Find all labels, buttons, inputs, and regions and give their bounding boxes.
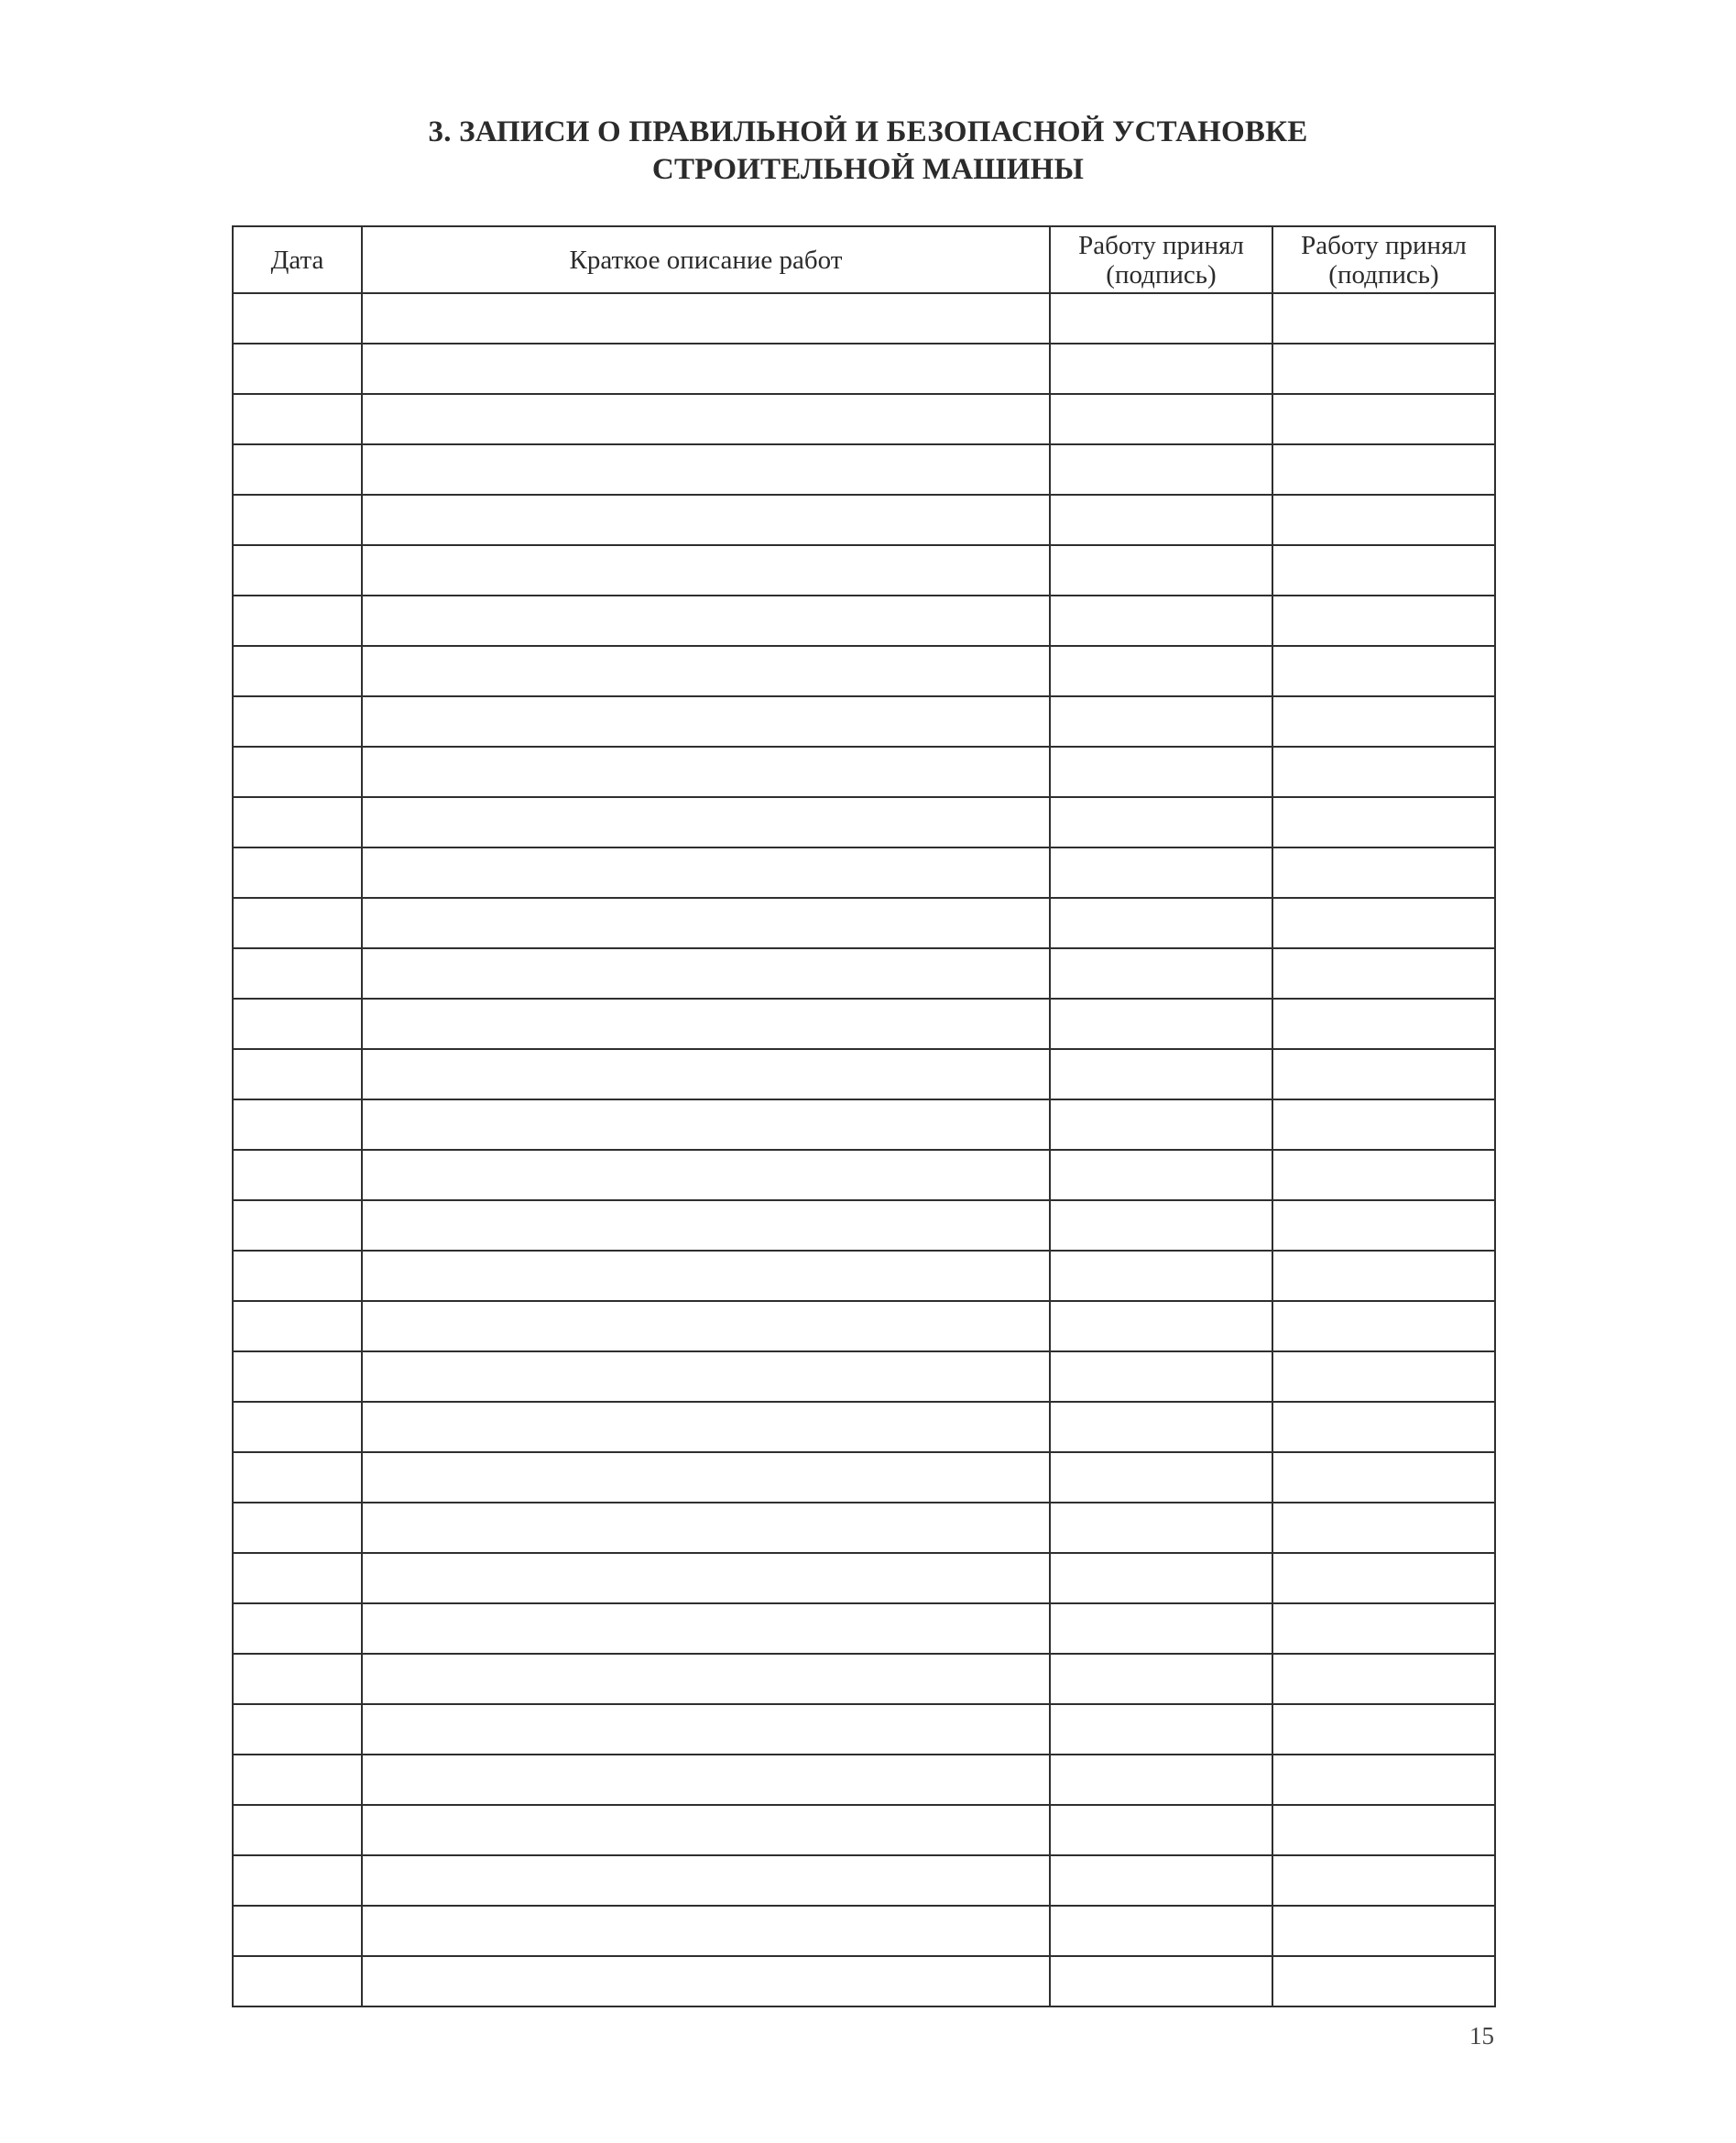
date-cell <box>233 1956 362 2006</box>
table-row <box>233 898 1495 948</box>
page-title-line-2: СТРОИТЕЛЬНОЙ МАШИНЫ <box>651 153 1085 186</box>
accepted-signature-2-cell <box>1272 696 1495 747</box>
accepted-signature-1-cell <box>1050 1099 1272 1150</box>
accepted-signature-1-cell <box>1050 696 1272 747</box>
description-cell <box>362 1855 1050 1906</box>
description-cell <box>362 797 1050 847</box>
accepted-signature-1-cell <box>1050 1351 1272 1402</box>
accepted-signature-2-cell <box>1272 797 1495 847</box>
table-row <box>233 646 1495 696</box>
header-date-label: Дата <box>270 245 324 275</box>
date-cell <box>233 1755 362 1805</box>
page-title <box>0 114 1736 189</box>
date-cell <box>233 999 362 1049</box>
description-cell <box>362 1452 1050 1503</box>
table-row <box>233 696 1495 747</box>
table-row <box>233 545 1495 596</box>
date-cell <box>233 847 362 898</box>
accepted-signature-2-cell <box>1272 1704 1495 1755</box>
accepted-signature-1-cell <box>1050 1150 1272 1200</box>
table-row <box>233 1351 1495 1402</box>
description-cell <box>362 1755 1050 1805</box>
table-row <box>233 1402 1495 1452</box>
date-cell <box>233 1704 362 1755</box>
description-cell <box>362 1251 1050 1301</box>
accepted-signature-1-cell <box>1050 293 1272 344</box>
date-cell <box>233 545 362 596</box>
header-accepted-1-label: Работу принял <box>1078 230 1244 260</box>
accepted-signature-1-cell <box>1050 1654 1272 1704</box>
table-row <box>233 344 1495 394</box>
description-cell <box>362 847 1050 898</box>
accepted-signature-1-cell <box>1050 1503 1272 1553</box>
description-cell <box>362 1150 1050 1200</box>
accepted-signature-1-cell <box>1050 797 1272 847</box>
accepted-signature-2-cell <box>1272 596 1495 646</box>
table-row <box>233 948 1495 999</box>
table-row <box>233 495 1495 545</box>
accepted-signature-1-cell <box>1050 1452 1272 1503</box>
description-cell <box>362 1956 1050 2006</box>
date-cell <box>233 1805 362 1855</box>
accepted-signature-2-cell <box>1272 1603 1495 1654</box>
accepted-signature-1-cell <box>1050 1956 1272 2006</box>
accepted-signature-1-cell <box>1050 545 1272 596</box>
date-cell <box>233 344 362 394</box>
table-row <box>233 797 1495 847</box>
accepted-signature-2-cell <box>1272 1805 1495 1855</box>
table-row <box>233 747 1495 797</box>
accepted-signature-2-cell <box>1272 1452 1495 1503</box>
description-cell <box>362 1049 1050 1099</box>
header-accepted-1-sublabel: (подпись) <box>1106 259 1217 290</box>
description-cell <box>362 898 1050 948</box>
accepted-signature-2-cell <box>1272 545 1495 596</box>
date-cell <box>233 1099 362 1150</box>
table-row <box>233 1956 1495 2006</box>
description-cell <box>362 646 1050 696</box>
date-cell <box>233 1200 362 1251</box>
description-cell <box>362 1099 1050 1150</box>
table-row <box>233 1755 1495 1805</box>
description-cell <box>362 1654 1050 1704</box>
table-row <box>233 999 1495 1049</box>
accepted-signature-2-cell <box>1272 1654 1495 1704</box>
accepted-signature-2-cell <box>1272 444 1495 495</box>
header-accepted-signature-2 <box>1272 226 1495 293</box>
accepted-signature-2-cell <box>1272 344 1495 394</box>
accepted-signature-2-cell <box>1272 1099 1495 1150</box>
accepted-signature-2-cell <box>1272 1906 1495 1956</box>
table-row <box>233 1200 1495 1251</box>
table-row <box>233 1452 1495 1503</box>
accepted-signature-1-cell <box>1050 898 1272 948</box>
table-row <box>233 293 1495 344</box>
installation-records-table <box>232 225 1496 2007</box>
description-cell <box>362 1301 1050 1351</box>
date-cell <box>233 1150 362 1200</box>
accepted-signature-2-cell <box>1272 1956 1495 2006</box>
description-cell <box>362 1906 1050 1956</box>
header-date <box>233 226 362 293</box>
accepted-signature-2-cell <box>1272 1755 1495 1805</box>
accepted-signature-2-cell <box>1272 1301 1495 1351</box>
table-row <box>233 596 1495 646</box>
accepted-signature-2-cell <box>1272 948 1495 999</box>
table-row <box>233 847 1495 898</box>
date-cell <box>233 444 362 495</box>
date-cell <box>233 1351 362 1402</box>
date-cell <box>233 1402 362 1452</box>
description-cell <box>362 1200 1050 1251</box>
page-number: 15 <box>1469 2022 1494 2050</box>
accepted-signature-2-cell <box>1272 1049 1495 1099</box>
table-row <box>233 1704 1495 1755</box>
table-row <box>233 1855 1495 1906</box>
accepted-signature-2-cell <box>1272 1402 1495 1452</box>
date-cell <box>233 1553 362 1603</box>
accepted-signature-1-cell <box>1050 847 1272 898</box>
description-cell <box>362 696 1050 747</box>
description-cell <box>362 1553 1050 1603</box>
accepted-signature-1-cell <box>1050 1755 1272 1805</box>
date-cell <box>233 394 362 444</box>
description-cell <box>362 394 1050 444</box>
accepted-signature-1-cell <box>1050 646 1272 696</box>
accepted-signature-1-cell <box>1050 747 1272 797</box>
description-cell <box>362 999 1050 1049</box>
description-cell <box>362 293 1050 344</box>
accepted-signature-2-cell <box>1272 1351 1495 1402</box>
table-row <box>233 1150 1495 1200</box>
description-cell <box>362 1704 1050 1755</box>
table-row <box>233 394 1495 444</box>
date-cell <box>233 293 362 344</box>
accepted-signature-2-cell <box>1272 1150 1495 1200</box>
date-cell <box>233 948 362 999</box>
table-row <box>233 1049 1495 1099</box>
accepted-signature-1-cell <box>1050 495 1272 545</box>
date-cell <box>233 696 362 747</box>
date-cell <box>233 1251 362 1301</box>
description-cell <box>362 495 1050 545</box>
table-row <box>233 1654 1495 1704</box>
accepted-signature-1-cell <box>1050 444 1272 495</box>
accepted-signature-2-cell <box>1272 898 1495 948</box>
accepted-signature-1-cell <box>1050 1402 1272 1452</box>
table-row <box>233 1906 1495 1956</box>
table-row <box>233 1503 1495 1553</box>
accepted-signature-1-cell <box>1050 1603 1272 1654</box>
accepted-signature-2-cell <box>1272 1251 1495 1301</box>
accepted-signature-1-cell <box>1050 1704 1272 1755</box>
accepted-signature-2-cell <box>1272 646 1495 696</box>
date-cell <box>233 747 362 797</box>
table-header-row <box>233 226 1495 293</box>
description-cell <box>362 545 1050 596</box>
date-cell <box>233 1049 362 1099</box>
accepted-signature-2-cell <box>1272 747 1495 797</box>
accepted-signature-2-cell <box>1272 999 1495 1049</box>
page-title-line-1: 3. ЗАПИСИ О ПРАВИЛЬНОЙ И БЕЗОПАСНОЙ УСТАНОВКЕ <box>428 115 1308 148</box>
header-description <box>362 226 1050 293</box>
accepted-signature-2-cell <box>1272 1855 1495 1906</box>
date-cell <box>233 1301 362 1351</box>
accepted-signature-1-cell <box>1050 1855 1272 1906</box>
accepted-signature-1-cell <box>1050 1906 1272 1956</box>
description-cell <box>362 596 1050 646</box>
table-row <box>233 1603 1495 1654</box>
description-cell <box>362 344 1050 394</box>
accepted-signature-1-cell <box>1050 999 1272 1049</box>
table-row <box>233 1553 1495 1603</box>
header-description-label: Краткое описание работ <box>569 245 843 275</box>
date-cell <box>233 1654 362 1704</box>
description-cell <box>362 444 1050 495</box>
accepted-signature-2-cell <box>1272 847 1495 898</box>
accepted-signature-1-cell <box>1050 1301 1272 1351</box>
table-row <box>233 1251 1495 1301</box>
accepted-signature-1-cell <box>1050 394 1272 444</box>
description-cell <box>362 747 1050 797</box>
accepted-signature-1-cell <box>1050 1251 1272 1301</box>
table-row <box>233 1099 1495 1150</box>
accepted-signature-2-cell <box>1272 1553 1495 1603</box>
accepted-signature-2-cell <box>1272 293 1495 344</box>
accepted-signature-1-cell <box>1050 596 1272 646</box>
date-cell <box>233 797 362 847</box>
description-cell <box>362 1402 1050 1452</box>
date-cell <box>233 898 362 948</box>
date-cell <box>233 1603 362 1654</box>
date-cell <box>233 1855 362 1906</box>
date-cell <box>233 1503 362 1553</box>
date-cell <box>233 596 362 646</box>
accepted-signature-2-cell <box>1272 1200 1495 1251</box>
date-cell <box>233 495 362 545</box>
accepted-signature-1-cell <box>1050 948 1272 999</box>
accepted-signature-2-cell <box>1272 1503 1495 1553</box>
table-row <box>233 1301 1495 1351</box>
header-accepted-2-label: Работу принял <box>1301 230 1467 260</box>
accepted-signature-1-cell <box>1050 1049 1272 1099</box>
description-cell <box>362 948 1050 999</box>
accepted-signature-2-cell <box>1272 394 1495 444</box>
accepted-signature-2-cell <box>1272 495 1495 545</box>
description-cell <box>362 1603 1050 1654</box>
accepted-signature-1-cell <box>1050 1200 1272 1251</box>
accepted-signature-1-cell <box>1050 1805 1272 1855</box>
date-cell <box>233 1906 362 1956</box>
header-accepted-2-sublabel: (подпись) <box>1328 259 1439 290</box>
accepted-signature-1-cell <box>1050 1553 1272 1603</box>
description-cell <box>362 1805 1050 1855</box>
table-row <box>233 444 1495 495</box>
date-cell <box>233 646 362 696</box>
table-row <box>233 1805 1495 1855</box>
accepted-signature-1-cell <box>1050 344 1272 394</box>
header-accepted-signature-1 <box>1050 226 1272 293</box>
date-cell <box>233 1452 362 1503</box>
description-cell <box>362 1351 1050 1402</box>
table-body <box>233 293 1495 2006</box>
description-cell <box>362 1503 1050 1553</box>
